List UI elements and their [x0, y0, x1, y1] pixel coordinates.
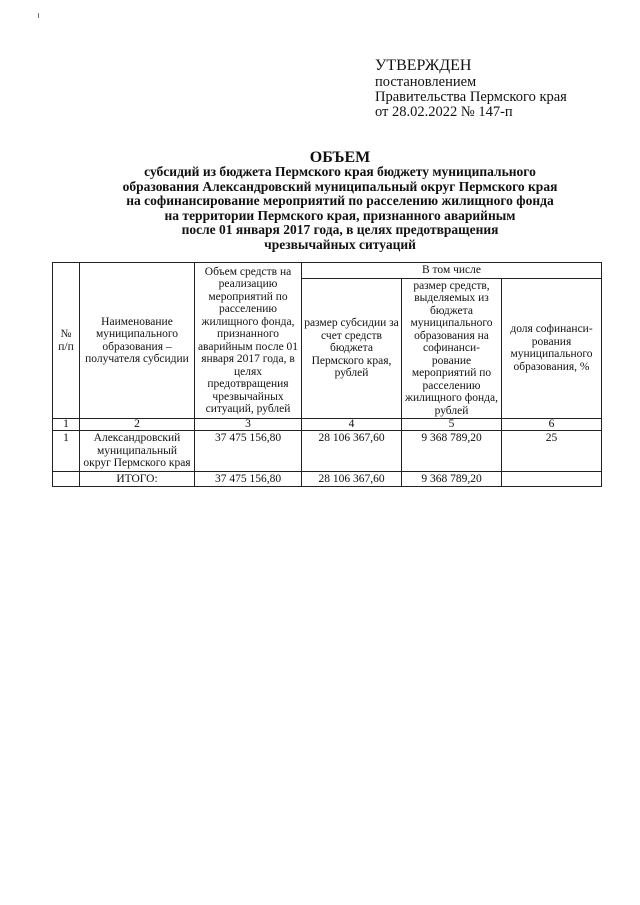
column-numbers-row	[53, 419, 602, 431]
total-subsidy: 28 106 367,60	[302, 471, 402, 487]
column-number: 6	[502, 419, 602, 431]
header-municipal-funds: размер средств, выделяемых из бюджета муниципального образования на софинанси-рование мероприятий по расселению жилищного фонда, рублей	[402, 278, 502, 419]
total-municipal-funds: 9 368 789,20	[402, 471, 502, 487]
subtitle-line: на территории Пермского края, признанного аварийным	[164, 207, 516, 223]
subtitle-line: чрезвычайных ситуаций	[264, 236, 416, 252]
column-number: 2	[80, 419, 195, 431]
row-number: 1	[53, 431, 80, 472]
row-recipient: Александровский муниципальный округ Пермского края	[80, 431, 195, 472]
header-including: В том числе	[302, 263, 602, 279]
header-cofinancing-share: доля софинанси-рования муниципального образования, %	[502, 278, 602, 419]
column-number: 3	[195, 419, 302, 431]
table-row	[53, 431, 602, 472]
approval-line-1: постановлением	[375, 74, 477, 90]
header-row	[53, 263, 602, 279]
row-cofinancing-share: 25	[502, 431, 602, 472]
approval-status: УТВЕРЖДЕН	[375, 57, 472, 74]
subtitle-line: субсидий из бюджета Пермского края бюджету муниципального	[144, 164, 536, 179]
header-number: № п/п	[53, 263, 80, 419]
header-total-volume: Объем средств на реализацию мероприятий по расселению жилищного фонда, признанного аварийным после 01 января 2017 года, в целях предотвращения чрезвычайных ситуаций, рублей	[195, 263, 302, 419]
subtitle-line: после 01 января 2017 года, в целях предотвращения	[181, 222, 499, 237]
total-share-empty	[502, 471, 602, 487]
document-subtitle	[60, 165, 620, 252]
column-number: 4	[302, 419, 402, 431]
approval-line-2: Правительства Пермского края	[375, 89, 567, 105]
row-subsidy: 28 106 367,60	[302, 431, 402, 472]
total-volume: 37 475 156,80	[195, 471, 302, 487]
scan-mark	[38, 13, 39, 18]
column-number: 5	[402, 419, 502, 431]
header-subsidy: размер субсидии за счет средств бюджета Пермского края, рублей	[302, 278, 402, 419]
subsidy-table	[52, 262, 602, 487]
column-number: 1	[53, 419, 80, 431]
total-row	[53, 471, 602, 487]
subtitle-line: образования Александровский муниципальный округ Пермского края	[122, 178, 558, 194]
total-label: ИТОГО:	[80, 471, 195, 487]
row-municipal-funds: 9 368 789,20	[402, 431, 502, 472]
header-recipient: Наименование муниципального образования – получателя субсидии	[80, 263, 195, 419]
subtitle-line: на софинансирование мероприятий по расселению жилищного фонда	[126, 193, 554, 208]
total-empty	[53, 471, 80, 487]
approval-stamp	[375, 57, 567, 120]
row-total-volume: 37 475 156,80	[195, 431, 302, 472]
document-title: ОБЪЕМ	[309, 149, 371, 166]
approval-line-3: от 28.02.2022 № 147-п	[375, 104, 513, 120]
